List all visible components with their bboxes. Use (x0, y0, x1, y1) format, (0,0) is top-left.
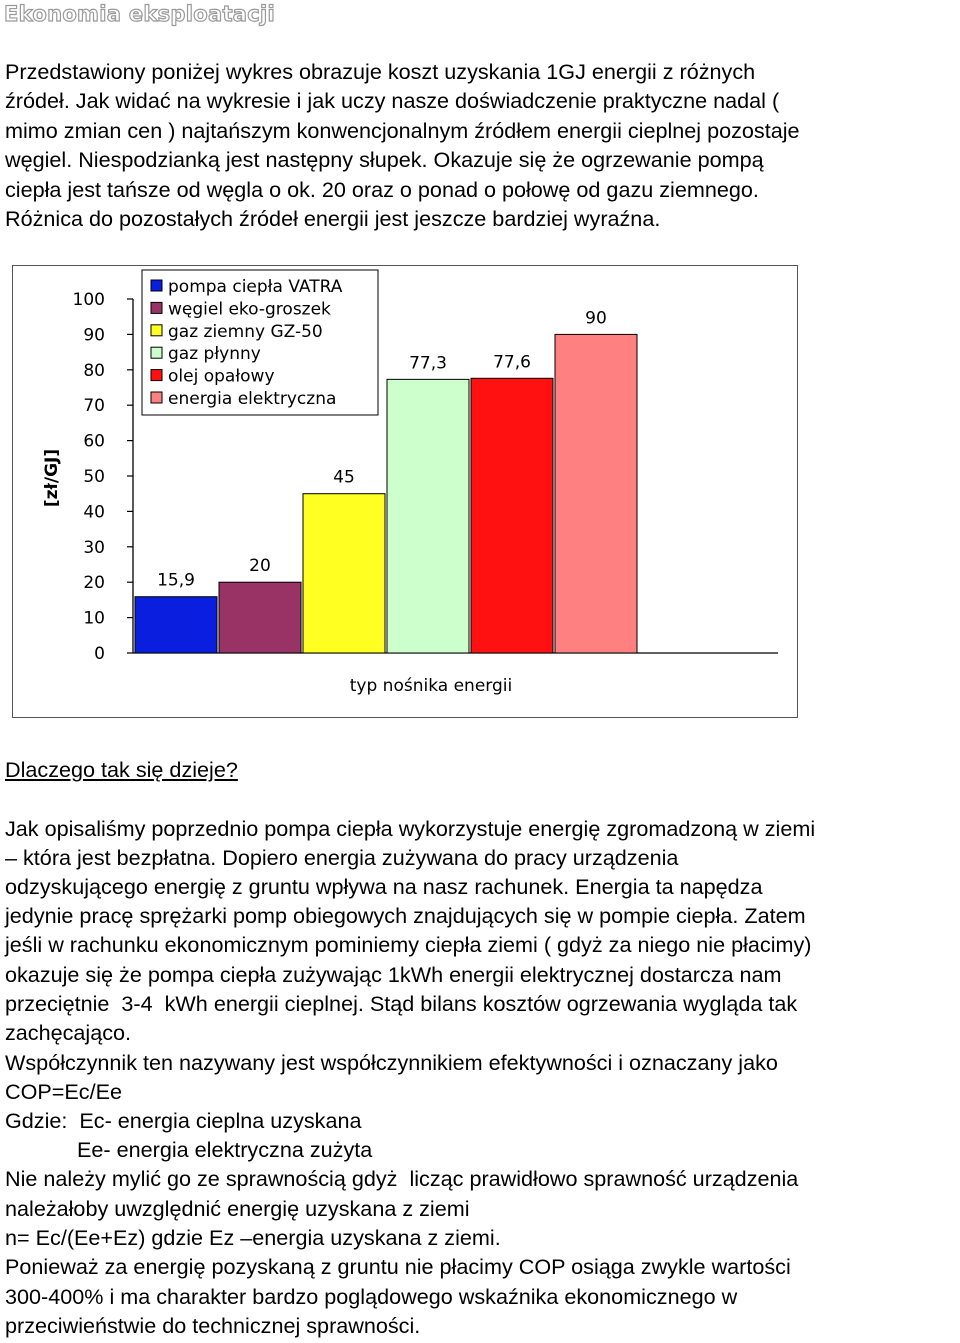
legend-entry-label: gaz ziemny GZ-50 (168, 321, 323, 342)
x-axis-label: typ nośnika energii (349, 676, 513, 696)
body-line: okazuje się że pompa ciepła zużywając 1kWh energii elektrycznej dostarcza nam (5, 962, 782, 987)
body-line: jedynie pracę sprężarki pomp obiegowych znajdujących się w pompie ciepła. Zatem (5, 903, 806, 928)
legend-swatch (151, 280, 162, 291)
y-tick-label: 100 (72, 290, 105, 310)
cost-chart (12, 265, 798, 718)
section-question: Dlaczego tak się dzieje? (5, 757, 238, 782)
intro-line: węgiel. Niespodzianką jest następny słupek. Okazuje się że ogrzewanie pompą (5, 147, 764, 172)
legend-entry-label: gaz płynny (168, 344, 261, 365)
body-line: Nie należy mylić go ze sprawnością gdyż licząc prawidłowo sprawność urządzenia (5, 1166, 799, 1191)
bar-value-label: 77,3 (409, 353, 447, 374)
body-line: Ee- energia elektryczna zużyta (5, 1137, 373, 1162)
bar-value-label: 77,6 (493, 352, 531, 373)
intro-line: ciepła jest tańsze od węgla o ok. 20 oraz o ponad o połowę od gazu ziemnego. (5, 177, 759, 202)
y-tick-label: 90 (83, 325, 105, 346)
formula-line: n= Ec/(Ee+Ez) gdzie Ez –energia uzyskana z ziemi. (5, 1225, 501, 1250)
legend-entry-label: olej opałowy (168, 366, 275, 387)
intro-line: Przedstawiony poniżej wykres obrazuje koszt uzyskania 1GJ energii z różnych (5, 59, 756, 84)
legend-entry-label: energia elektryczna (168, 389, 337, 409)
bar (219, 582, 301, 653)
y-tick-label: 20 (83, 573, 105, 594)
y-tick-label: 80 (83, 360, 105, 381)
page-heading: Ekonomia eksploatacji (4, 2, 276, 26)
bar-value-label: 45 (333, 467, 355, 488)
legend-swatch (151, 302, 162, 313)
legend-swatch (151, 370, 162, 381)
body-line: odzyskującego energię z gruntu wpływa na nasz rachunek. Energia ta napędza (5, 874, 763, 899)
chart-legend (142, 270, 378, 415)
legend-entry-label: pompa ciepła VATRA (168, 277, 343, 297)
y-tick-label: 10 (83, 608, 105, 629)
legend-swatch (151, 347, 162, 358)
bar-value-label: 20 (249, 556, 271, 577)
body-line: jeśli w rachunku ekonomicznym pominiemy ciepła ziemi ( gdyż za niego nie płacimy) (5, 932, 812, 957)
y-tick-label: 70 (83, 396, 105, 417)
y-tick-label: 60 (83, 431, 105, 452)
legend-entry-label: węgiel eko-groszek (168, 299, 331, 320)
body-line: Współczynnik ten nazywany jest współczynnikiem efektywności i oznaczany jako (5, 1050, 778, 1075)
y-tick-label: 0 (94, 644, 105, 664)
body-line: przeciętnie 3-4 kWh energii cieplnej. Stąd bilans kosztów ogrzewania wygląda tak (5, 991, 798, 1016)
intro-line: Różnica do pozostałych źródeł energii jest jeszcze bardziej wyraźna. (5, 206, 661, 231)
y-tick-labels (73, 290, 133, 664)
body-line: 300-400% i ma charakter bardzo poglądowego wskaźnika ekonomicznego w (5, 1284, 738, 1309)
bar (387, 379, 469, 653)
bar (471, 378, 553, 653)
cost-chart-svg (13, 266, 799, 719)
body-line: przeciwieństwie do technicznej sprawności. (5, 1313, 421, 1338)
y-tick-label: 50 (83, 467, 105, 487)
legend-swatch (151, 392, 162, 403)
y-tick-label: 40 (83, 502, 105, 523)
intro-line: źródeł. Jak widać na wykresie i jak uczy nasze doświadczenie praktyczne nadal ( (5, 88, 780, 113)
body-line: – która jest bezpłatna. Dopiero energia zużywana do pracy urządzenia (5, 845, 679, 870)
intro-line: mimo zmian cen ) najtańszym konwencjonalnym źródłem energii cieplnej pozostaje (5, 118, 800, 143)
body-line: Gdzie: Ec- energia cieplna uzyskana (5, 1108, 362, 1133)
bar (135, 597, 217, 653)
body-line: Ponieważ za energię pozyskaną z gruntu nie płacimy COP osiąga zwykle wartości (5, 1254, 791, 1279)
body-line: Jak opisaliśmy poprzednio pompa ciepła wykorzystuje energię zgromadzoną w ziemi (5, 816, 816, 841)
body-line: należałoby uwzględnić energię uzyskana z ziemi (5, 1196, 470, 1221)
y-tick-label: 30 (83, 537, 105, 558)
formula-line: COP=Ec/Ee (5, 1079, 123, 1104)
bar (555, 334, 637, 653)
bar-value-label: 15,9 (157, 570, 195, 591)
bar (303, 494, 385, 653)
body-line: zachęcająco. (5, 1020, 132, 1045)
bar-value-label: 90 (585, 308, 607, 329)
legend-swatch (151, 325, 162, 336)
y-axis-label: [zł/GJ] (42, 448, 62, 508)
